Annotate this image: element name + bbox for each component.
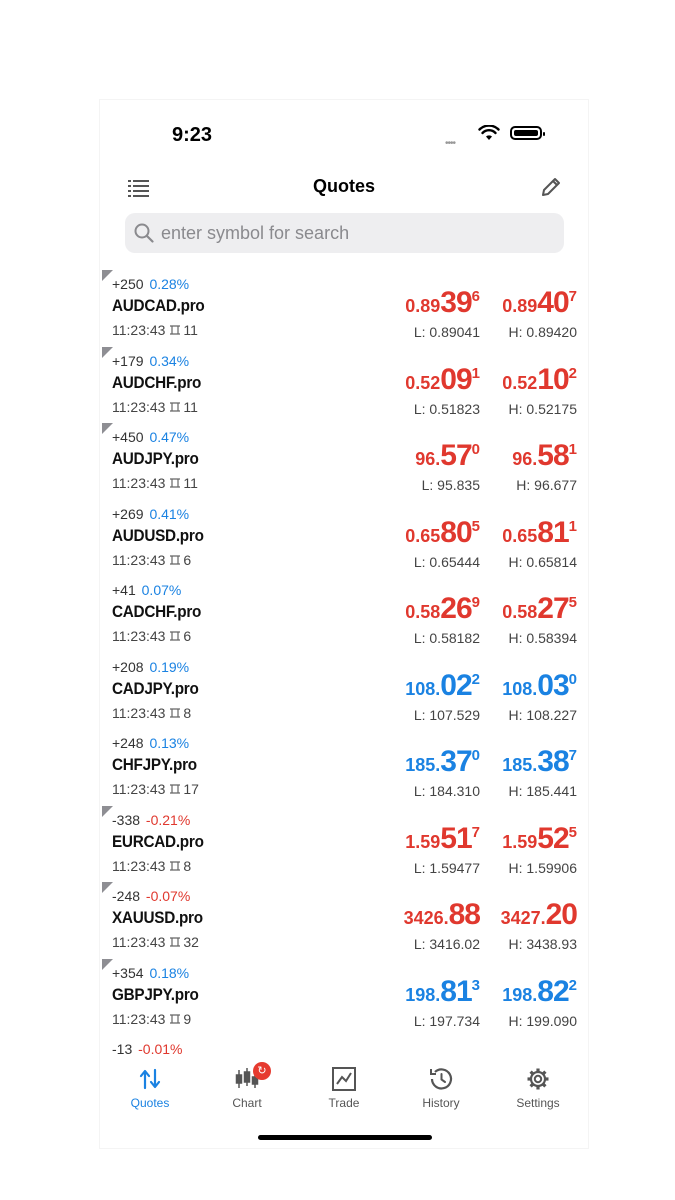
ask-price[interactable] bbox=[457, 669, 577, 703]
quote-row[interactable] bbox=[100, 880, 588, 957]
change-info bbox=[112, 582, 181, 598]
low-price: L: 107.529 bbox=[413, 706, 480, 723]
low-price: L: 0.58182 bbox=[413, 630, 480, 646]
quote-row[interactable] bbox=[100, 957, 588, 1034]
time-value: 11:23:43 bbox=[112, 704, 166, 721]
quote-time bbox=[112, 858, 191, 874]
ask-price-pips: 58 bbox=[537, 439, 569, 472]
high-price: H: 0.89420 bbox=[508, 324, 577, 340]
change-info bbox=[112, 659, 189, 675]
bid-price-prefix: 0.52 bbox=[405, 372, 441, 393]
bid-price-prefix: 108. bbox=[405, 678, 441, 699]
change-points: +269 bbox=[112, 505, 144, 522]
quote-row[interactable] bbox=[100, 268, 588, 345]
history-clock-icon bbox=[401, 1066, 481, 1092]
time-value: 11:23:43 bbox=[112, 398, 166, 415]
quote-row[interactable] bbox=[100, 498, 588, 575]
ask-price-pips: 82 bbox=[537, 974, 569, 1008]
spread-icon bbox=[169, 936, 181, 948]
ask-price-pips: 10 bbox=[537, 362, 569, 396]
bid-price-pips: 88 bbox=[448, 898, 480, 931]
change-points: -338 bbox=[112, 811, 141, 828]
change-info bbox=[112, 735, 189, 751]
ask-price-fraction: 2 bbox=[568, 364, 577, 382]
ask-price[interactable] bbox=[457, 822, 577, 856]
spread-value: 6 bbox=[183, 551, 192, 568]
tab-bar bbox=[100, 1058, 588, 1118]
spread-value: 8 bbox=[183, 857, 192, 874]
symbol-name: EURCAD.pro bbox=[112, 831, 204, 851]
bid-price-prefix: 1.59 bbox=[405, 831, 441, 852]
quote-time bbox=[112, 705, 191, 721]
quote-time bbox=[112, 1011, 191, 1027]
quotes-arrows-icon bbox=[110, 1066, 190, 1092]
time-value: 11:23:43 bbox=[112, 934, 166, 950]
ask-price[interactable] bbox=[457, 592, 577, 626]
tab-chart[interactable] bbox=[207, 1066, 287, 1110]
phone-screen bbox=[100, 100, 588, 1148]
symbol-name: AUDCAD.pro bbox=[112, 296, 205, 315]
bid-price-prefix: 0.65 bbox=[405, 525, 441, 546]
change-points: +250 bbox=[112, 276, 144, 292]
candlestick-chart-icon bbox=[207, 1066, 287, 1092]
gear-icon bbox=[498, 1066, 578, 1092]
ask-price[interactable] bbox=[457, 898, 577, 932]
high-price: H: 108.227 bbox=[508, 706, 577, 723]
change-points: +208 bbox=[112, 658, 144, 675]
ask-price[interactable] bbox=[457, 439, 577, 473]
quote-time bbox=[112, 322, 198, 338]
time-value: 11:23:43 bbox=[112, 781, 166, 797]
bid-price-fraction: 0 bbox=[471, 441, 480, 458]
bid-price-prefix: 96. bbox=[415, 449, 441, 469]
quote-time bbox=[112, 475, 198, 491]
quote-time bbox=[112, 628, 191, 644]
change-percent: -0.07% bbox=[145, 888, 191, 904]
quote-row[interactable] bbox=[100, 345, 588, 422]
change-info bbox=[112, 888, 190, 904]
change-percent: 0.18% bbox=[149, 964, 190, 981]
quote-row[interactable] bbox=[100, 574, 588, 651]
tab-trade[interactable] bbox=[304, 1066, 384, 1110]
symbol-name: GBPJPY.pro bbox=[112, 984, 199, 1004]
change-percent: -0.21% bbox=[145, 811, 191, 828]
change-info bbox=[112, 1041, 182, 1057]
cellular-signal-icon: •••• bbox=[445, 138, 456, 149]
ask-price[interactable] bbox=[457, 516, 577, 550]
change-points: -248 bbox=[112, 888, 141, 904]
ask-price-prefix: 198. bbox=[502, 984, 538, 1005]
page-title: Quotes bbox=[312, 176, 375, 196]
ask-price[interactable] bbox=[457, 286, 577, 320]
time-value: 11:23:43 bbox=[112, 475, 166, 491]
ask-price-prefix: 0.65 bbox=[502, 525, 538, 546]
low-price: L: 184.310 bbox=[413, 783, 480, 799]
spread-value: 32 bbox=[183, 934, 199, 950]
low-price: L: 3416.02 bbox=[413, 936, 480, 952]
bid-price-pips: 80 bbox=[440, 515, 472, 549]
spread-icon bbox=[169, 860, 181, 872]
symbol-name: CADCHF.pro bbox=[112, 602, 202, 621]
time-value: 11:23:43 bbox=[112, 857, 166, 874]
high-price: H: 96.677 bbox=[516, 477, 577, 493]
spread-value: 8 bbox=[183, 704, 192, 721]
change-points: +354 bbox=[112, 964, 144, 981]
spread-value: 17 bbox=[183, 781, 199, 797]
tab-quotes[interactable] bbox=[110, 1066, 190, 1110]
spread-icon bbox=[169, 401, 181, 413]
ask-price[interactable] bbox=[457, 363, 577, 397]
change-points: -13 bbox=[112, 1041, 133, 1057]
ask-price-prefix: 3427. bbox=[500, 908, 546, 928]
bid-price-pips: 39 bbox=[440, 286, 472, 319]
bid-price-prefix: 0.58 bbox=[405, 602, 441, 622]
change-percent: 0.07% bbox=[141, 582, 182, 598]
ask-price-pips: 03 bbox=[537, 668, 569, 702]
symbol-name: AUDCHF.pro bbox=[112, 372, 202, 392]
change-info bbox=[112, 276, 189, 292]
ask-price-fraction: 7 bbox=[568, 288, 577, 305]
time-value: 11:23:43 bbox=[112, 551, 166, 568]
tab-history[interactable] bbox=[401, 1066, 481, 1110]
ask-price-fraction: 5 bbox=[568, 823, 577, 841]
change-percent: 0.41% bbox=[149, 505, 190, 522]
low-price: L: 1.59477 bbox=[413, 859, 480, 876]
spread-value: 11 bbox=[183, 322, 198, 338]
bid-price-fraction: 6 bbox=[471, 288, 480, 305]
ask-price-prefix: 0.58 bbox=[502, 602, 538, 622]
tab-settings[interactable] bbox=[498, 1066, 578, 1110]
ask-price-prefix: 0.52 bbox=[502, 372, 538, 393]
change-info bbox=[112, 965, 189, 981]
bid-price-fraction: 5 bbox=[471, 517, 480, 535]
ask-price-pips: 40 bbox=[537, 286, 569, 319]
bid-price-pips: 09 bbox=[440, 362, 472, 396]
tab-label: Chart bbox=[232, 1096, 262, 1110]
change-points: +179 bbox=[112, 352, 144, 369]
high-price: H: 1.59906 bbox=[508, 859, 577, 876]
ask-price-pips: 38 bbox=[537, 745, 569, 778]
bid-price-fraction: 3 bbox=[471, 976, 480, 994]
high-price: H: 0.58394 bbox=[508, 630, 577, 646]
bid-price-pips: 57 bbox=[440, 439, 472, 472]
spread-icon bbox=[169, 1013, 181, 1025]
spread-value: 6 bbox=[183, 628, 192, 644]
high-price: H: 3438.93 bbox=[508, 936, 577, 952]
high-price: H: 185.441 bbox=[508, 783, 577, 799]
quote-row[interactable] bbox=[100, 421, 588, 498]
ask-price-prefix: 108. bbox=[502, 678, 538, 699]
low-price: L: 0.65444 bbox=[413, 553, 480, 570]
ask-price-fraction: 5 bbox=[568, 594, 577, 611]
search-icon bbox=[134, 223, 154, 243]
tab-label: Quotes bbox=[130, 1096, 170, 1110]
high-price: H: 199.090 bbox=[508, 1012, 577, 1029]
tab-label: Trade bbox=[328, 1096, 360, 1110]
spread-value: 9 bbox=[183, 1010, 192, 1027]
bid-price-fraction: 2 bbox=[471, 670, 480, 688]
change-percent: 0.13% bbox=[149, 735, 190, 751]
ask-price-prefix: 185. bbox=[502, 755, 538, 775]
spread-value: 11 bbox=[183, 475, 198, 491]
low-price: L: 0.89041 bbox=[413, 324, 480, 340]
symbol-name: CHFJPY.pro bbox=[112, 755, 197, 774]
ask-price-fraction: 0 bbox=[568, 670, 577, 688]
quote-time bbox=[112, 399, 198, 415]
ask-price-prefix: 1.59 bbox=[502, 831, 538, 852]
change-percent: 0.47% bbox=[149, 429, 190, 445]
bid-price-pips: 81 bbox=[440, 974, 472, 1008]
change-percent: 0.19% bbox=[149, 658, 190, 675]
bid-price-prefix: 185. bbox=[405, 755, 441, 775]
ask-price-fraction: 1 bbox=[568, 441, 577, 458]
quote-row[interactable] bbox=[100, 804, 588, 881]
quote-time bbox=[112, 781, 199, 797]
spread-icon bbox=[169, 707, 181, 719]
spread-icon bbox=[169, 630, 181, 642]
wifi-icon bbox=[478, 125, 500, 141]
ask-price-fraction: 1 bbox=[568, 517, 577, 535]
search-input[interactable] bbox=[161, 221, 551, 245]
bid-price-prefix: 0.89 bbox=[405, 296, 441, 316]
high-price: H: 0.52175 bbox=[508, 400, 577, 417]
bid-price-fraction: 9 bbox=[471, 594, 480, 611]
status-bar bbox=[100, 100, 588, 164]
bid-price-fraction: 0 bbox=[471, 747, 480, 764]
quote-time bbox=[112, 934, 199, 950]
ask-price-pips: 52 bbox=[537, 821, 569, 855]
bid-price-prefix: 198. bbox=[405, 984, 441, 1005]
status-time: 9:23 bbox=[172, 124, 213, 146]
change-points: +450 bbox=[112, 429, 144, 445]
quote-row[interactable] bbox=[100, 651, 588, 728]
time-value: 11:23:43 bbox=[112, 628, 166, 644]
bid-price-pips: 02 bbox=[440, 668, 472, 702]
change-percent: 0.34% bbox=[149, 352, 190, 369]
refresh-badge-icon: ↻ bbox=[253, 1062, 271, 1080]
change-info bbox=[112, 353, 189, 369]
high-price: H: 0.65814 bbox=[508, 553, 577, 570]
ask-price-pips: 20 bbox=[545, 898, 577, 931]
quotes-list bbox=[100, 268, 588, 1058]
bid-price-pips: 37 bbox=[440, 745, 472, 778]
bid-price-fraction: 7 bbox=[471, 823, 480, 841]
low-price: L: 197.734 bbox=[413, 1012, 480, 1029]
nav-bar bbox=[100, 170, 588, 204]
ask-price[interactable] bbox=[457, 745, 577, 779]
low-price: L: 0.51823 bbox=[413, 400, 480, 417]
time-value: 11:23:43 bbox=[112, 322, 166, 338]
ask-price-pips: 27 bbox=[537, 592, 569, 625]
bid-price-pips: 51 bbox=[440, 821, 472, 855]
spread-icon bbox=[169, 324, 181, 336]
ask-price-pips: 81 bbox=[537, 515, 569, 549]
ask-price[interactable] bbox=[457, 975, 577, 1009]
change-percent: 0.28% bbox=[149, 276, 190, 292]
tab-label: History bbox=[422, 1096, 460, 1110]
symbol-name: CADJPY.pro bbox=[112, 678, 199, 698]
change-percent: -0.01% bbox=[138, 1041, 183, 1057]
change-points: +248 bbox=[112, 735, 144, 751]
bid-price-prefix: 3426. bbox=[403, 908, 449, 928]
ask-price-fraction: 2 bbox=[568, 976, 577, 994]
edit-pencil-icon[interactable] bbox=[540, 176, 562, 198]
spread-value: 11 bbox=[183, 398, 198, 415]
change-info bbox=[112, 812, 190, 828]
quote-time bbox=[112, 552, 191, 568]
trade-chart-icon bbox=[304, 1066, 384, 1092]
spread-icon bbox=[169, 783, 181, 795]
bid-price-fraction: 1 bbox=[471, 364, 480, 382]
bid-price-pips: 26 bbox=[440, 592, 472, 625]
ask-price-prefix: 96. bbox=[512, 449, 538, 469]
low-price: L: 95.835 bbox=[421, 477, 480, 493]
change-points: +41 bbox=[112, 582, 136, 598]
ask-price-prefix: 0.89 bbox=[502, 296, 538, 316]
tab-label: Settings bbox=[516, 1096, 560, 1110]
spread-icon bbox=[169, 554, 181, 566]
battery-icon bbox=[510, 126, 542, 140]
symbol-name: AUDJPY.pro bbox=[112, 449, 199, 468]
home-indicator bbox=[258, 1135, 432, 1140]
symbol-name: XAUUSD.pro bbox=[112, 908, 203, 927]
quote-row[interactable] bbox=[100, 727, 588, 804]
symbol-name: AUDUSD.pro bbox=[112, 525, 204, 545]
change-info bbox=[112, 429, 189, 445]
time-value: 11:23:43 bbox=[112, 1010, 166, 1027]
ask-price-fraction: 7 bbox=[568, 747, 577, 764]
search-bar[interactable] bbox=[125, 213, 564, 253]
spread-icon bbox=[169, 477, 181, 489]
change-info bbox=[112, 506, 189, 522]
quote-row[interactable] bbox=[100, 1033, 588, 1058]
